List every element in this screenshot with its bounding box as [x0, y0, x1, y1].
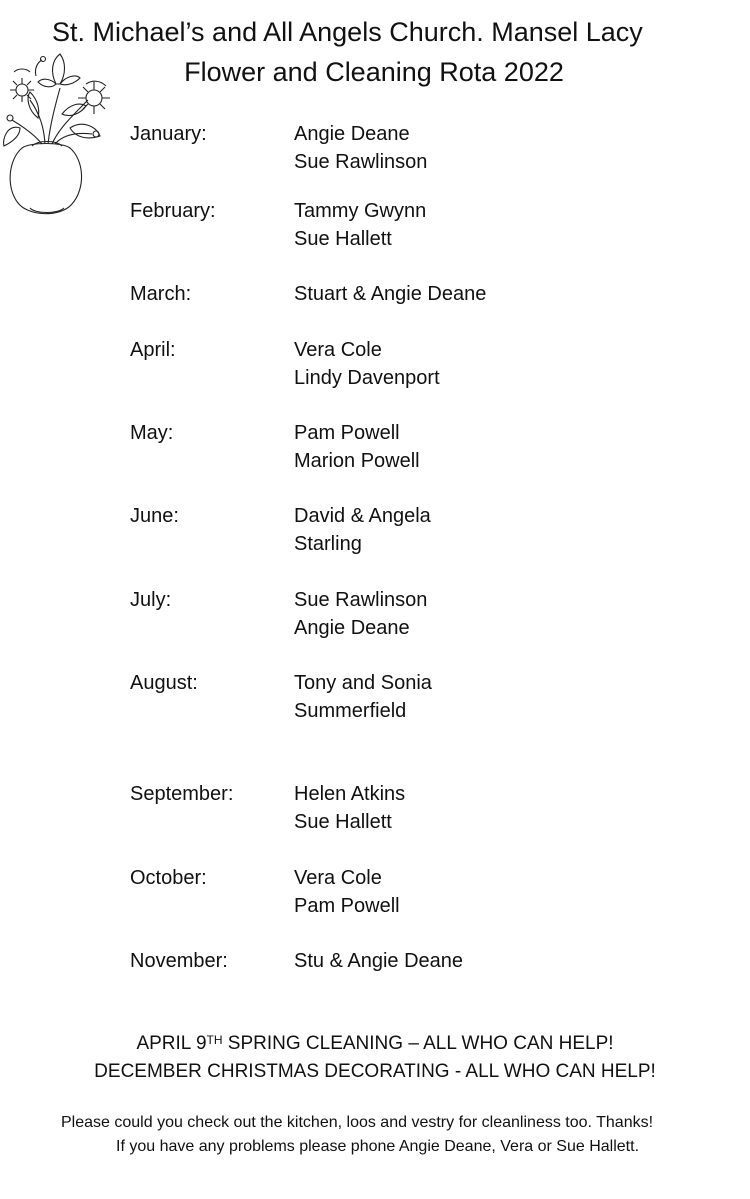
footer-line-2: If you have any problems please phone Angie Deane, Vera or Sue Hallett. [116, 1138, 640, 1155]
rota-name: Sue Rawlinson [294, 589, 428, 611]
april-notice [0, 1030, 750, 1057]
page-title: St. Michael’s and All Angels Church. Mansel Lacy [52, 17, 643, 47]
page-subtitle-text: Flower and Cleaning Rota 2022 [184, 57, 564, 87]
rota-name: Sue Hallett [294, 811, 392, 833]
rota-names [294, 669, 432, 725]
month-label: August: [130, 672, 198, 694]
rota-name: Tony and Sonia [294, 672, 432, 694]
month-label: January: [130, 123, 207, 145]
rota-name: Stuart & Angie Deane [294, 283, 487, 305]
rota-name: Sue Rawlinson [294, 151, 428, 173]
rota-name: Sue Hallett [294, 228, 392, 250]
rota-name: David & Angela [294, 505, 431, 527]
rota-name: Tammy Gwynn [294, 200, 427, 222]
rota-name: Pam Powell [294, 895, 400, 917]
rota-name: Angie Deane [294, 123, 410, 145]
month-label: May: [130, 422, 174, 444]
rota-name: Starling [294, 533, 362, 555]
rota-name: Marion Powell [294, 450, 420, 472]
rota-names [294, 586, 427, 642]
rota-names [294, 419, 420, 475]
month-label: March: [130, 283, 192, 305]
rota-name: Summerfield [294, 700, 407, 722]
month-label: February: [130, 200, 216, 222]
rota-names [294, 864, 400, 920]
month-label: July: [130, 589, 172, 611]
rota-names [294, 280, 486, 308]
month-label: June: [130, 505, 179, 527]
month-label: April: [130, 339, 176, 361]
rota-names [294, 120, 427, 176]
rota-names [294, 780, 405, 836]
april-notice-ordinal: TH [206, 1033, 223, 1047]
month-label: September: [130, 783, 234, 805]
rota-name: Angie Deane [294, 617, 410, 639]
month-label: November: [130, 950, 228, 972]
rota-name: Pam Powell [294, 422, 400, 444]
rota-name: Vera Cole [294, 867, 382, 889]
december-notice: DECEMBER CHRISTMAS DECORATING - ALL WHO CAN HELP! [94, 1061, 656, 1082]
flower-vase-drawing-icon [0, 48, 120, 233]
rota-names [294, 502, 431, 558]
rota-name: Stu & Angie Deane [294, 950, 464, 972]
footer-line-1: Please could you check out the kitchen, loos and vestry for cleanliness too. Thanks! [61, 1114, 654, 1131]
rota-name: Helen Atkins [294, 783, 406, 805]
april-notice-text: SPRING CLEANING – ALL WHO CAN HELP! [222, 1033, 614, 1054]
rota-name: Vera Cole [294, 339, 382, 361]
rota-names [294, 336, 440, 392]
rota-names [294, 947, 463, 975]
rota-name: Lindy Davenport [294, 367, 440, 389]
month-label: October: [130, 867, 207, 889]
rota-names [294, 197, 426, 253]
april-notice-prefix: APRIL 9 [136, 1033, 207, 1054]
